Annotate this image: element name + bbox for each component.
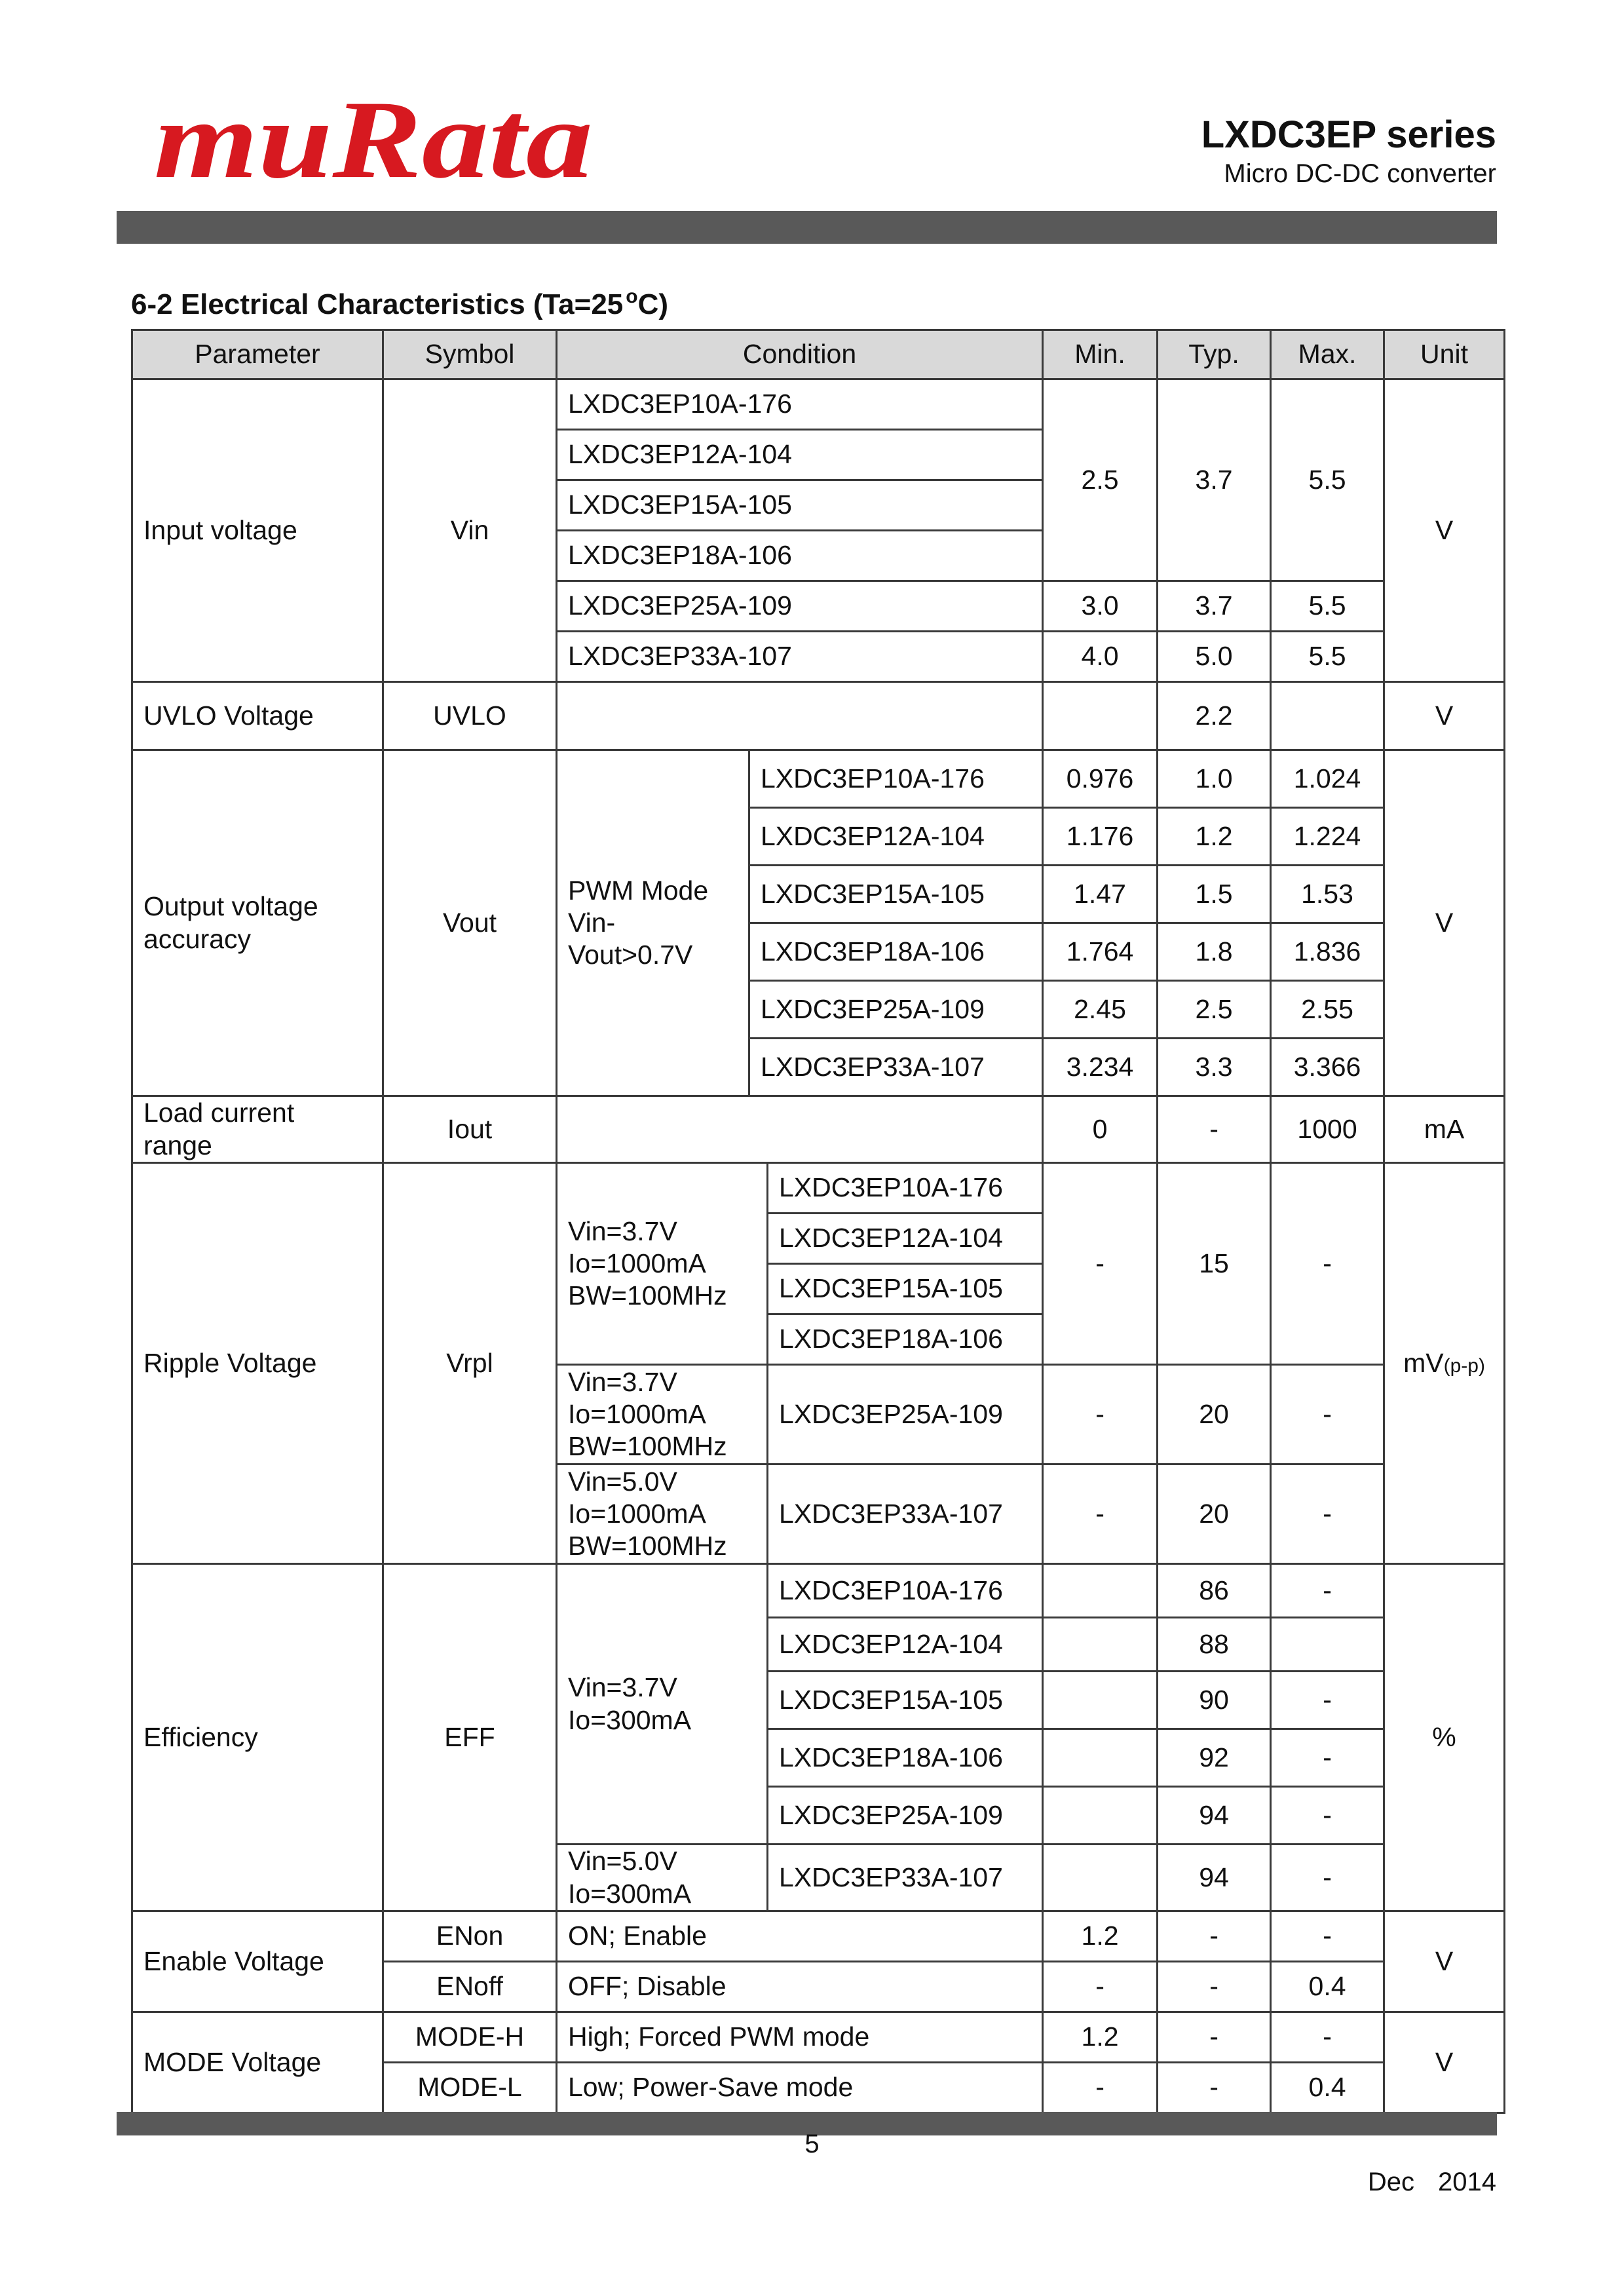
condition-line: Vin=5.0V: [568, 1466, 677, 1497]
condition-cell: ON; Enable: [557, 1911, 1043, 1962]
unit-cell: %: [1384, 1564, 1505, 1911]
date-month: Dec: [1367, 2168, 1415, 2196]
max-cell: [1271, 1618, 1384, 1672]
min-cell: 1.2: [1043, 1911, 1158, 1962]
typ-cell: 88: [1158, 1618, 1271, 1672]
typ-cell: 1.8: [1158, 923, 1271, 981]
min-cell: -: [1043, 2063, 1158, 2113]
max-cell: 1.836: [1271, 923, 1384, 981]
model-cell: LXDC3EP10A-176: [749, 750, 1043, 808]
typ-cell: 3.3: [1158, 1039, 1271, 1096]
table-row: [132, 1911, 1505, 1962]
table-row: [132, 1163, 1505, 1214]
model-cell: LXDC3EP15A-105: [749, 866, 1043, 923]
max-cell: -: [1271, 1845, 1384, 1911]
table-row: [132, 379, 1505, 430]
typ-cell: 3.7: [1158, 581, 1271, 632]
model-cell: LXDC3EP10A-176: [557, 379, 1043, 430]
table-row: [132, 1096, 1505, 1163]
typ-cell: -: [1158, 1096, 1271, 1163]
min-cell: [1043, 1729, 1158, 1787]
unit-cell: V: [1384, 379, 1505, 682]
typ-cell: 94: [1158, 1787, 1271, 1845]
max-cell: -: [1271, 1729, 1384, 1787]
unit-cell: V: [1384, 682, 1505, 750]
page-number: 5: [804, 2130, 820, 2158]
typ-cell: 3.7: [1158, 379, 1271, 581]
param-input-voltage: Input voltage: [132, 379, 383, 682]
condition-cell: Low; Power-Save mode: [557, 2063, 1043, 2113]
header-condition: Condition: [557, 330, 1043, 379]
header-min: Min.: [1043, 330, 1158, 379]
condition-line: BW=100MHz: [568, 1280, 727, 1311]
condition-cell: [557, 1564, 768, 1845]
typ-cell: 2.5: [1158, 981, 1271, 1039]
max-cell: 0.4: [1271, 1962, 1384, 2012]
condition-line: Io=1000mA: [568, 1248, 706, 1278]
condition-cell: [557, 1845, 768, 1911]
min-cell: 3.0: [1043, 581, 1158, 632]
model-cell: LXDC3EP10A-176: [768, 1564, 1043, 1618]
condition-line: Vin=3.7V: [568, 1215, 677, 1246]
param-ripple-voltage: Ripple Voltage: [132, 1163, 383, 1564]
condition-line: PWM Mode: [568, 875, 709, 906]
murata-logo: [151, 79, 596, 210]
min-cell: -: [1043, 1365, 1158, 1464]
symbol-eff: EFF: [383, 1564, 557, 1911]
condition-cell: [557, 1096, 1043, 1163]
unit-cell: V: [1384, 750, 1505, 1096]
condition-line: Io=1000mA: [568, 1398, 706, 1429]
model-cell: LXDC3EP18A-106: [768, 1314, 1043, 1365]
max-cell: 1.224: [1271, 808, 1384, 866]
max-cell: 0.4: [1271, 2063, 1384, 2113]
min-cell: 2.5: [1043, 379, 1158, 581]
min-cell: 0: [1043, 1096, 1158, 1163]
symbol-enon: ENon: [383, 1911, 557, 1962]
model-cell: LXDC3EP18A-106: [768, 1729, 1043, 1787]
condition-cell: [557, 682, 1043, 750]
model-cell: LXDC3EP25A-109: [768, 1787, 1043, 1845]
max-cell: -: [1271, 1365, 1384, 1464]
symbol-iout: Iout: [383, 1096, 557, 1163]
model-cell: LXDC3EP12A-104: [557, 430, 1043, 480]
model-cell: LXDC3EP12A-104: [768, 1618, 1043, 1672]
condition-line: Vin-Vout>0.7V: [568, 907, 693, 970]
min-cell: -: [1043, 1163, 1158, 1365]
unit-main: mV: [1403, 1347, 1444, 1378]
header-max: Max.: [1271, 330, 1384, 379]
condition-cell: [557, 1163, 768, 1365]
typ-cell: 1.5: [1158, 866, 1271, 923]
param-efficiency: Efficiency: [132, 1564, 383, 1911]
typ-cell: -: [1158, 2063, 1271, 2113]
model-cell: LXDC3EP25A-109: [749, 981, 1043, 1039]
min-cell: 3.234: [1043, 1039, 1158, 1096]
model-cell: LXDC3EP15A-105: [768, 1672, 1043, 1729]
min-cell: 2.45: [1043, 981, 1158, 1039]
symbol-mode-h: MODE-H: [383, 2012, 557, 2063]
typ-cell: 2.2: [1158, 682, 1271, 750]
typ-cell: 20: [1158, 1464, 1271, 1564]
unit-cell: V: [1384, 2012, 1505, 2113]
table-row: [132, 750, 1505, 808]
table-header-row: [132, 330, 1505, 379]
min-cell: [1043, 1845, 1158, 1911]
typ-cell: 20: [1158, 1365, 1271, 1464]
max-cell: -: [1271, 1564, 1384, 1618]
typ-cell: -: [1158, 1911, 1271, 1962]
logo-text: muRata: [154, 79, 593, 201]
condition-line: Io=1000mA: [568, 1498, 706, 1529]
min-cell: 1.176: [1043, 808, 1158, 866]
header-bar: [117, 211, 1497, 244]
typ-cell: 5.0: [1158, 632, 1271, 682]
model-cell: LXDC3EP33A-107: [768, 1464, 1043, 1564]
max-cell: -: [1271, 1464, 1384, 1564]
model-cell: LXDC3EP10A-176: [768, 1163, 1043, 1214]
condition-cell: OFF; Disable: [557, 1962, 1043, 2012]
symbol-uvlo: UVLO: [383, 682, 557, 750]
table-row: [132, 682, 1505, 750]
max-cell: 1.024: [1271, 750, 1384, 808]
typ-cell: 86: [1158, 1564, 1271, 1618]
header-symbol: Symbol: [383, 330, 557, 379]
min-cell: [1043, 1672, 1158, 1729]
param-load-current-range: [132, 1096, 383, 1163]
condition-cell: [557, 1365, 768, 1464]
header-parameter: Parameter: [132, 330, 383, 379]
param-output-voltage-accuracy: Output voltage accuracy: [132, 750, 383, 1096]
max-cell: 2.55: [1271, 981, 1384, 1039]
max-cell: -: [1271, 1672, 1384, 1729]
min-cell: [1043, 1618, 1158, 1672]
symbol-mode-l: MODE-L: [383, 2063, 557, 2113]
typ-cell: 1.2: [1158, 808, 1271, 866]
min-cell: 4.0: [1043, 632, 1158, 682]
series-subtitle: Micro DC-DC converter: [1224, 159, 1496, 188]
model-cell: LXDC3EP18A-106: [557, 531, 1043, 581]
condition-line: Vin=5.0V: [568, 1846, 677, 1877]
max-cell: 1000: [1271, 1096, 1384, 1163]
typ-cell: -: [1158, 1962, 1271, 2012]
unit-cell: V: [1384, 1911, 1505, 2012]
symbol-vrpl: Vrpl: [383, 1163, 557, 1564]
unit-cell: mA: [1384, 1096, 1505, 1163]
max-cell: 5.5: [1271, 632, 1384, 682]
condition-line: Vin=3.7V: [568, 1672, 677, 1703]
model-cell: LXDC3EP12A-104: [768, 1214, 1043, 1264]
min-cell: [1043, 682, 1158, 750]
model-cell: LXDC3EP25A-109: [557, 581, 1043, 632]
min-cell: 0.976: [1043, 750, 1158, 808]
min-cell: -: [1043, 1464, 1158, 1564]
model-cell: LXDC3EP18A-106: [749, 923, 1043, 981]
degree-symbol: o: [626, 286, 638, 307]
header-unit: Unit: [1384, 330, 1505, 379]
max-cell: 3.366: [1271, 1039, 1384, 1096]
condition-line: BW=100MHz: [568, 1531, 727, 1561]
param-mode-voltage: MODE Voltage: [132, 2012, 383, 2113]
condition-line: Io=300mA: [568, 1704, 692, 1735]
symbol-enoff: ENoff: [383, 1962, 557, 2012]
max-cell: -: [1271, 2012, 1384, 2063]
param-line: Load current: [143, 1098, 295, 1128]
max-cell: -: [1271, 1163, 1384, 1365]
max-cell: 1.53: [1271, 866, 1384, 923]
typ-cell: 1.0: [1158, 750, 1271, 808]
param-uvlo-voltage: UVLO Voltage: [132, 682, 383, 750]
max-cell: [1271, 682, 1384, 750]
typ-cell: -: [1158, 2012, 1271, 2063]
condition-cell: High; Forced PWM mode: [557, 2012, 1043, 2063]
date-year: 2014: [1438, 2168, 1496, 2196]
model-cell: LXDC3EP12A-104: [749, 808, 1043, 866]
min-cell: [1043, 1787, 1158, 1845]
condition-line: Io=300mA: [568, 1878, 692, 1909]
typ-cell: 94: [1158, 1845, 1271, 1911]
min-cell: [1043, 1564, 1158, 1618]
typ-cell: 15: [1158, 1163, 1271, 1365]
max-cell: 5.5: [1271, 379, 1384, 581]
typ-cell: 90: [1158, 1672, 1271, 1729]
section-title: 6-2 Electrical Characteristics (Ta=25 $^o$C): [131, 286, 669, 320]
min-cell: 1.47: [1043, 866, 1158, 923]
model-cell: LXDC3EP25A-109: [768, 1365, 1043, 1464]
model-cell: LXDC3EP33A-107: [749, 1039, 1043, 1096]
min-cell: 1.764: [1043, 923, 1158, 981]
table-row: [132, 2012, 1505, 2063]
model-cell: LXDC3EP33A-107: [768, 1845, 1043, 1911]
model-cell: LXDC3EP15A-105: [557, 480, 1043, 531]
typ-cell: 92: [1158, 1729, 1271, 1787]
condition-cell: [557, 1464, 768, 1564]
min-cell: 1.2: [1043, 2012, 1158, 2063]
electrical-characteristics-table: [131, 329, 1505, 2114]
max-cell: -: [1271, 1787, 1384, 1845]
unit-cell: [1384, 1163, 1505, 1564]
condition-line: BW=100MHz: [568, 1431, 727, 1462]
model-cell: LXDC3EP33A-107: [557, 632, 1043, 682]
table-row: [132, 1564, 1505, 1618]
unit-sub: (p-p): [1443, 1354, 1485, 1377]
param-enable-voltage: Enable Voltage: [132, 1911, 383, 2012]
param-line: range: [143, 1130, 212, 1160]
max-cell: 5.5: [1271, 581, 1384, 632]
page-date: [1368, 2168, 1496, 2197]
condition-line: Vin=3.7V: [568, 1366, 677, 1397]
max-cell: -: [1271, 1911, 1384, 1962]
condition-cell: [557, 750, 749, 1096]
min-cell: -: [1043, 1962, 1158, 2012]
header-typ: Typ.: [1158, 330, 1271, 379]
series-title: LXDC3EP series: [1201, 113, 1496, 156]
symbol-vin: Vin: [383, 379, 557, 682]
symbol-vout: Vout: [383, 750, 557, 1096]
model-cell: LXDC3EP15A-105: [768, 1264, 1043, 1314]
